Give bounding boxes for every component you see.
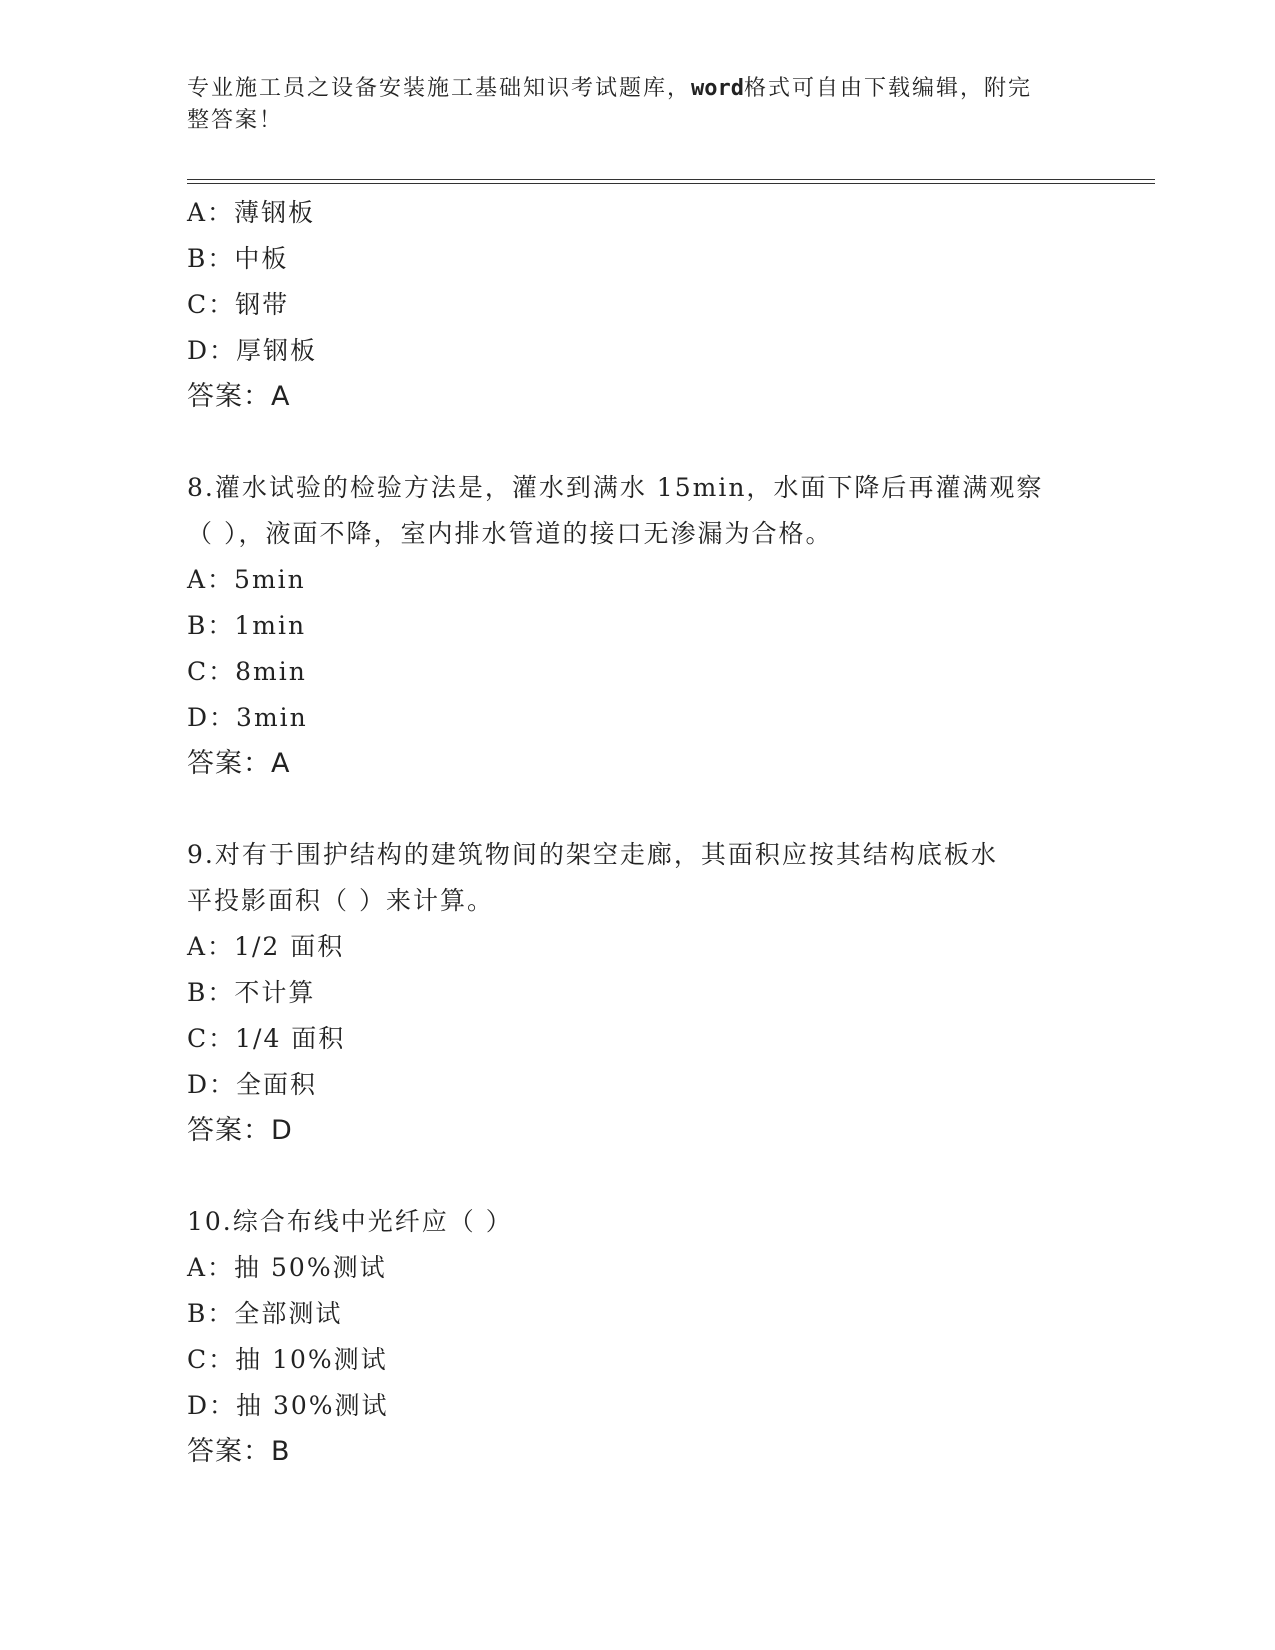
- option-c: C：8min: [187, 657, 307, 686]
- question-stem-line-2: 平投影面积（ ）来计算。: [187, 886, 494, 915]
- question-9: [187, 832, 1087, 1154]
- question-7: [187, 190, 1087, 420]
- option-a: A：1/2 面积: [187, 932, 345, 961]
- option-d: D：全面积: [187, 1070, 318, 1099]
- option-a: A：抽 50%测试: [187, 1253, 387, 1282]
- header-line-1: [187, 73, 1067, 105]
- question-stem-line-1: 9.对有于围护结构的建筑物间的架空走廊，其面积应按其结构底板水: [187, 840, 998, 869]
- answer-line: 答案：A: [187, 381, 291, 412]
- question-stem-line-1: 10.综合布线中光纤应（ ）: [187, 1207, 513, 1236]
- header-divider-bottom: [187, 183, 1155, 184]
- option-c: C：钢带: [187, 290, 290, 319]
- option-c: C：抽 10%测试: [187, 1345, 388, 1374]
- header-line-2: 整答案！: [187, 108, 284, 133]
- question-8: [187, 465, 1087, 787]
- header-text-start: 专业施工员之设备安装施工基础知识考试题库，: [187, 76, 692, 101]
- option-c: C：1/4 面积: [187, 1024, 346, 1053]
- option-b: B：1min: [187, 611, 307, 640]
- answer-line: 答案：B: [187, 1436, 291, 1467]
- option-d: D：厚钢板: [187, 336, 318, 365]
- question-stem-line-1: 8.灌水试验的检验方法是，灌水到满水 15min，水面下降后再灌满观察: [187, 473, 1044, 502]
- option-b: B：不计算: [187, 978, 316, 1007]
- option-a: A：5min: [187, 565, 306, 594]
- question-list: [187, 190, 1087, 1475]
- header-text-end: 格式可自由下载编辑，附完: [744, 76, 1033, 101]
- question-stem-line-2: （ ），液面不降，室内排水管道的接口无渗漏为合格。: [187, 519, 833, 548]
- option-d: D：抽 30%测试: [187, 1391, 389, 1420]
- document-header: [187, 73, 1067, 137]
- answer-line: 答案：A: [187, 748, 291, 779]
- header-word-format: word: [691, 76, 744, 101]
- answer-line: 答案：D: [187, 1115, 293, 1146]
- option-a: A：薄钢板: [187, 198, 316, 227]
- option-d: D：3min: [187, 703, 308, 732]
- option-b: B：全部测试: [187, 1299, 343, 1328]
- header-divider-top: [187, 179, 1155, 180]
- question-10: [187, 1199, 1087, 1475]
- option-b: B：中板: [187, 244, 289, 273]
